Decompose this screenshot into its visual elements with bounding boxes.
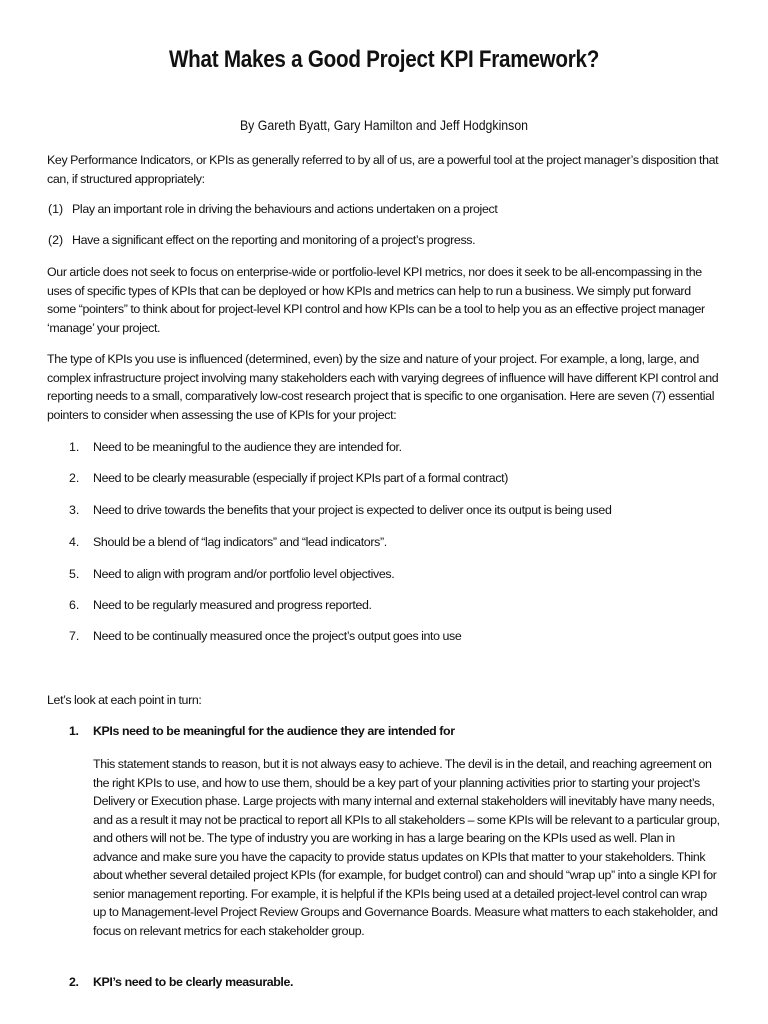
- role-marker: (1): [48, 202, 64, 216]
- author-byline: By Gareth Byatt, Gary Hamilton and Jeff Hodgkinson: [239, 117, 529, 133]
- pointer-number: 2.: [69, 471, 80, 485]
- pointer-item: Need to be clearly measurable (especially if project KPIs part of a formal contract): [93, 471, 509, 485]
- pointer-number: 4.: [69, 535, 80, 549]
- role-item: Have a significant effect on the reporting and monitoring of a project’s progress.: [72, 233, 476, 247]
- pointer-item: Need to be continually measured once the project’s output goes into use: [93, 629, 462, 643]
- pointer-number: 1.: [69, 440, 80, 454]
- section-number: 2.: [69, 975, 79, 989]
- section-heading: KPI’s need to be clearly measurable.: [93, 975, 294, 989]
- page-title: What Makes a Good Project KPI Framework?: [168, 46, 600, 73]
- role-marker: (2): [48, 233, 64, 247]
- role-item: Play an important role in driving the behaviours and actions undertaken on a project: [72, 202, 498, 216]
- kpi-type-paragraph: The type of KPIs you use is influenced (determined, even) by the size and nature of your project. For example, a long, large, and complex infrastructure project involving many stakeholders each with varying degrees of influence will have different KPI control and reporting needs to a small, comparatively low-cost research project that is specific to one organisation. Here are seven (7) essential pointers to consider when assessing the use of KPIs for your project:: [47, 352, 719, 422]
- pointer-item: Should be a blend of “lag indicators” and “lead indicators”.: [93, 535, 387, 549]
- pointer-number: 6.: [69, 598, 80, 612]
- pointer-item: Need to drive towards the benefits that your project is expected to deliver once its output is being used: [93, 503, 612, 517]
- section-body: This statement stands to reason, but it is not always easy to achieve. The devil is in the detail, and reaching agreement on the right KPIs to use, and how to use them, should be a key part of your planning activities prior to starting your project’s Delivery or Execution phase. Large projects with many internal and external stakeholders will inevitably have many needs, and as a result it may not be practical to report all KPIs to all stakeholders – some KPIs will be relevant to a particular group, and others will not be. The type of industry you are working in has a large bearing on the KPIs used as well. Plan in advance and make sure you have the capacity to provide status updates on KPIs that matter to your stakeholders. Think about whether several detailed project KPIs (for example, for budget control) can and should “wrap up” into a single KPI for senior management reporting. For example, it is helpful if the KPIs being used at a detailed project-level control can wrap up to Management-level Project Review Groups and Governance Boards. Measure what matters to each stakeholder, and focus on relevant metrics for each stakeholder group.: [93, 757, 720, 938]
- transition-line: Let’s look at each point in turn:: [47, 693, 202, 707]
- pointer-item: Need to be regularly measured and progress reported.: [93, 598, 372, 612]
- section-heading: KPIs need to be meaningful for the audience they are intended for: [93, 724, 455, 738]
- pointer-item: Need to be meaningful to the audience they are intended for.: [93, 440, 402, 454]
- pointer-item: Need to align with program and/or portfolio level objectives.: [93, 567, 395, 581]
- scope-paragraph: Our article does not seek to focus on enterprise-wide or portfolio-level KPI metrics, nor does it seek to be all-encompassing in the uses of specific types of KPIs that can be deployed or how KPIs and metrics can help to run a business. We simply put forward some “pointers” to think about for project-level KPI control and how KPIs can be a tool to help you as an effective project manager ‘manage’ your project.: [47, 265, 705, 335]
- pointer-number: 7.: [69, 629, 80, 643]
- section-number: 1.: [69, 724, 79, 738]
- pointer-number: 3.: [69, 503, 80, 517]
- intro-paragraph: Key Performance Indicators, or KPIs as generally referred to by all of us, are a powerful tool at the project manager’s disposition that can, if structured appropriately:: [47, 153, 719, 186]
- pointer-number: 5.: [69, 567, 80, 581]
